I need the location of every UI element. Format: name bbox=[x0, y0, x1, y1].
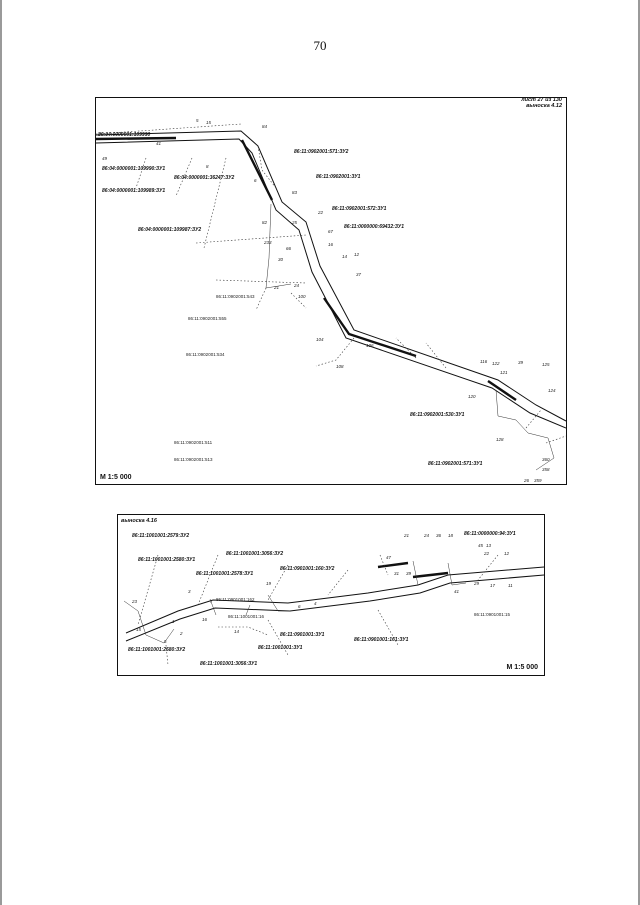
point-number: 2 bbox=[180, 631, 183, 636]
point-number: 49 bbox=[102, 156, 108, 161]
parcel-label: 86:11:0902001:530:ЗУ1 bbox=[410, 412, 465, 418]
point-number: 11 bbox=[508, 583, 513, 588]
parcel-label: 86:11:0902001:571:ЗУ1 bbox=[428, 461, 483, 467]
point-number: 22 bbox=[318, 210, 324, 215]
point-number: 39 bbox=[518, 360, 524, 365]
point-number: 359 bbox=[534, 478, 542, 483]
parcel-label: 86:11:1001001:ЗУ1 bbox=[258, 645, 303, 651]
callout-label: выноска 4.12 bbox=[526, 103, 562, 109]
point-number: 8 bbox=[206, 164, 209, 169]
point-number: 16 bbox=[202, 617, 208, 622]
point-number: 124 bbox=[548, 388, 556, 393]
point-number: 116 bbox=[480, 359, 488, 364]
parcel-label: 86:11:0902001:571:ЗУ2 bbox=[294, 149, 349, 155]
quarter-label: 86:11:0902001:543 bbox=[216, 294, 255, 299]
parcel-label: 86:11:0901001:161:ЗУ1 bbox=[354, 637, 409, 643]
quarter-label: 86:11:0902001:555 bbox=[188, 316, 227, 321]
callout-label: выноска 4.16 bbox=[121, 518, 157, 524]
parcel-label: 86:11:1001001:2580:ЗУ1 bbox=[138, 557, 196, 563]
point-number: 12 bbox=[354, 252, 360, 257]
point-number: 233 bbox=[264, 240, 272, 245]
point-number: 19 bbox=[266, 581, 272, 586]
parcel-label: 86:11:0901001:ЗУ1 bbox=[280, 632, 325, 638]
point-number: 15 bbox=[136, 627, 142, 632]
point-number: 358 bbox=[542, 467, 550, 472]
point-number: 83 bbox=[292, 190, 298, 195]
point-number: 41 bbox=[156, 141, 162, 146]
point-number: 360 bbox=[542, 457, 550, 462]
parcel-label: 86:11:0902001:ЗУ1 bbox=[316, 174, 361, 180]
quarter-label: 86:11:0902001:513 bbox=[174, 457, 213, 462]
point-number: 45 bbox=[478, 543, 484, 548]
point-number: 120 bbox=[468, 394, 476, 399]
point-number: 14 bbox=[342, 254, 348, 259]
point-number: 17 bbox=[490, 583, 496, 588]
point-number: 23 bbox=[132, 599, 138, 604]
point-number: 100 bbox=[298, 294, 306, 299]
parcel-label: 86:11:0000000:69432:ЗУ1 bbox=[344, 224, 404, 230]
point-number: 31 bbox=[394, 571, 400, 576]
parcel-label: 86:11:1001001:2579:ЗУ2 bbox=[132, 533, 190, 539]
map-callout-4-12 bbox=[95, 97, 567, 485]
point-number: 122 bbox=[492, 361, 500, 366]
point-number: 26 bbox=[524, 478, 530, 483]
point-number: 5 bbox=[196, 118, 199, 123]
parcel-label: 86:11:1001001:2578:ЗУ1 bbox=[196, 571, 254, 577]
point-number: 25 bbox=[292, 220, 298, 225]
map-callout-4-16 bbox=[117, 514, 545, 676]
point-number: 29 bbox=[474, 581, 480, 586]
sheet-label: лист 27 из 130 bbox=[521, 97, 562, 103]
quarter-label: 86:11:0902001:534 bbox=[186, 352, 225, 357]
parcel-label: 86:11:1001001:2580:ЗУ2 bbox=[128, 647, 186, 653]
point-number: 18 bbox=[448, 533, 454, 538]
point-number: 12 bbox=[504, 551, 510, 556]
parcel-label: 86:04:0000001:109990:ЗУ1 bbox=[102, 166, 166, 172]
parcel-label: 86:04:0000001:109989:ЗУ1 bbox=[102, 188, 166, 194]
parcel-label: 86:04:0000001:109990 bbox=[98, 132, 151, 138]
point-number: 106 bbox=[366, 343, 374, 348]
point-number: 66 bbox=[286, 246, 292, 251]
point-number: 41 bbox=[454, 589, 460, 594]
point-number: 24 bbox=[294, 283, 300, 288]
parcel-label: 86:04:0000001:36247:ЗУ2 bbox=[174, 175, 235, 181]
point-number: 16 bbox=[328, 242, 334, 247]
point-number: 14 bbox=[234, 629, 240, 634]
quarter-label: 86:11:0901001:15 bbox=[474, 612, 510, 617]
point-number: 84 bbox=[262, 124, 268, 129]
point-number: 21 bbox=[404, 533, 410, 538]
page-left-edge bbox=[0, 0, 2, 905]
point-number: 47 bbox=[386, 555, 392, 560]
quarter-label: 86:11:0901001:162 bbox=[216, 597, 255, 602]
point-number: 6 bbox=[254, 178, 257, 183]
point-number: 13 bbox=[486, 543, 492, 548]
point-number: 24 bbox=[424, 533, 430, 538]
point-number: 7 bbox=[210, 599, 213, 604]
quarter-label: 86:11:0902001:511 bbox=[174, 440, 213, 445]
point-number: 82 bbox=[262, 220, 268, 225]
point-number: 104 bbox=[316, 337, 324, 342]
point-number: 15 bbox=[206, 120, 212, 125]
parcel-label: 86:11:1001001:3056:ЗУ2 bbox=[226, 551, 284, 557]
scale-label: М 1:5 000 bbox=[100, 474, 132, 481]
parcel-label: 86:11:1001001:3056:ЗУ1 bbox=[200, 661, 258, 667]
parcel-label: 86:11:0901001:160:ЗУ2 bbox=[280, 566, 335, 572]
quarter-label: 86:11:1001001:16 bbox=[228, 614, 264, 619]
point-number: 121 bbox=[500, 370, 508, 375]
point-number: 128 bbox=[496, 437, 504, 442]
point-number: 22 bbox=[484, 551, 490, 556]
point-number: 1 bbox=[172, 619, 175, 624]
scale-label: М 1:5 000 bbox=[506, 664, 538, 671]
point-number: 125 bbox=[542, 362, 550, 367]
point-number: 3 bbox=[188, 589, 191, 594]
point-number: 21 bbox=[274, 285, 280, 290]
map-1-drawing bbox=[96, 98, 566, 484]
point-number: 67 bbox=[328, 229, 334, 234]
point-number: 5 bbox=[164, 639, 167, 644]
parcel-label: 86:11:0000000:94:ЗУ1 bbox=[464, 531, 516, 537]
parcel-label: 86:04:0000001:109987:ЗУ2 bbox=[138, 227, 202, 233]
point-number: 108 bbox=[336, 364, 344, 369]
page-number: 70 bbox=[313, 38, 327, 53]
parcel-label: 86:11:0902001:572:ЗУ1 bbox=[332, 206, 387, 212]
point-number: 39 bbox=[406, 571, 412, 576]
point-number: 36 bbox=[436, 533, 442, 538]
point-number: 30 bbox=[278, 257, 284, 262]
point-number: 37 bbox=[356, 272, 362, 277]
point-number: 4 bbox=[314, 601, 317, 606]
point-number: 6 bbox=[298, 604, 301, 609]
map-2-drawing bbox=[118, 515, 544, 675]
